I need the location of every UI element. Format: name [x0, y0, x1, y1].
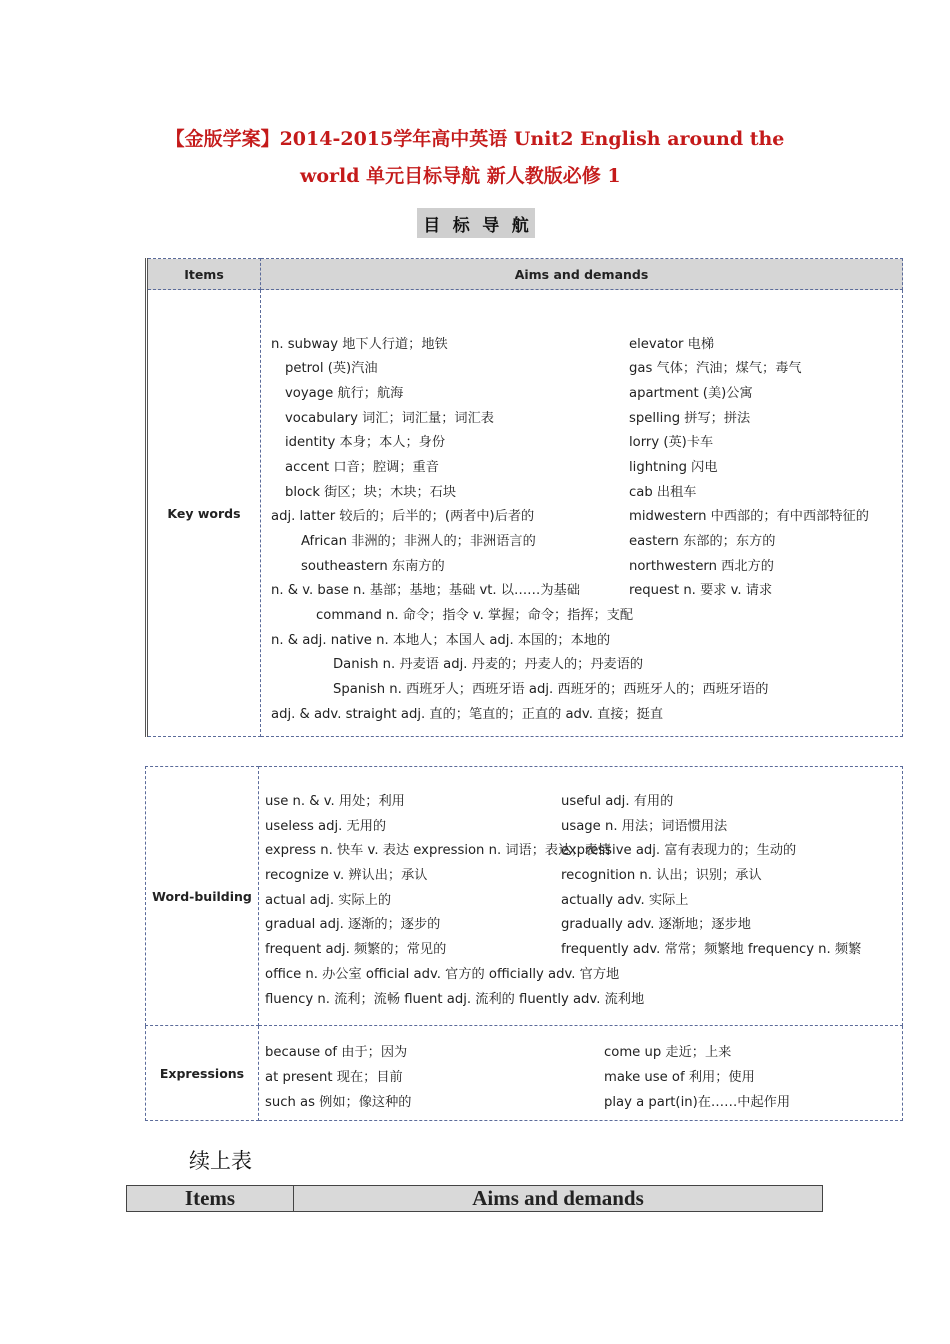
word-entry: gas 气体；汽油；煤气；毒气 [629, 361, 802, 377]
key-words-label: Key words [147, 290, 261, 737]
word-row [259, 886, 902, 911]
word-entry: adj. latter 较后的；后半的；(两者中)后者的 [271, 509, 535, 525]
word-entry: African 非洲的；非洲人的；非洲语言的 [301, 534, 536, 549]
expressions-label: Expressions [146, 1026, 259, 1121]
word-entry: such as 例如；像这种的 [265, 1094, 412, 1110]
word-row [261, 700, 902, 725]
document-title-line-2: world 单元目标导航 新人教版必修 1 [300, 165, 621, 187]
word-entry: at present 现在；目前 [265, 1069, 403, 1085]
heading-char: 航 [511, 215, 529, 236]
word-building-label: Word-building [146, 767, 259, 1026]
word-row [261, 354, 902, 379]
key-words-content [261, 290, 903, 737]
heading-char: 标 [452, 215, 470, 236]
section-heading-goal-navigation [417, 208, 535, 238]
word-entry: spelling 拼写；拼法 [629, 410, 751, 426]
word-entry: use n. & v. 用处；利用 [265, 794, 405, 809]
word-row [261, 675, 902, 700]
word-entry: actually adv. 实际上 [561, 892, 689, 908]
word-row [259, 836, 902, 861]
word-row [261, 404, 902, 429]
continued-header-items: Items [127, 1186, 294, 1212]
word-entry: n. & adj. native n. 本地人；本国人 adj. 本国的；本地的 [271, 632, 611, 648]
word-entry: expressive adj. 富有表现力的；生动的 [561, 843, 797, 859]
key-words-table [145, 258, 903, 737]
heading-char: 导 [482, 215, 500, 236]
word-entry: Spanish n. 西班牙人；西班牙语 adj. 西班牙的；西班牙人的；西班牙语的 [333, 682, 769, 698]
header-items: Items [147, 259, 261, 290]
expressions-content [259, 1026, 903, 1121]
continued-table [126, 1185, 823, 1212]
word-entry: frequently adv. 常常；频繁地 frequency n. 频繁 [561, 942, 862, 958]
word-row [261, 453, 902, 478]
word-entry: lightning 闪电 [629, 459, 718, 475]
word-entry: usage n. 用法；词语惯用法 [561, 818, 728, 834]
word-entry: gradually adv. 逐渐地；逐步地 [561, 917, 751, 933]
word-entry: useless adj. 无用的 [265, 818, 387, 834]
word-entry: request n. 要求 v. 请求 [629, 583, 773, 599]
word-entry: southeastern 东南方的 [301, 558, 445, 574]
word-entry: useful adj. 有用的 [561, 794, 674, 809]
expressions-row [146, 1026, 903, 1121]
word-entry: voyage 航行；航海 [285, 385, 404, 401]
word-entry: recognize v. 辨认出；承认 [265, 868, 428, 884]
continued-label: 续上表 [189, 1149, 252, 1173]
word-row [261, 601, 902, 626]
word-row [259, 1038, 902, 1063]
word-entry: lorry (英)卡车 [629, 435, 714, 451]
header-aims: Aims and demands [261, 259, 903, 290]
word-entry: command n. 命令；指令 v. 掌握；命令；指挥；支配 [316, 608, 634, 624]
word-entry: accent 口音；腔调；重音 [285, 459, 439, 475]
word-entry: elevator 电梯 [629, 336, 715, 352]
word-row [261, 576, 902, 601]
document-title-line-1: 【金版学案】2014-2015学年高中英语 Unit2 English around the [165, 128, 785, 150]
word-entry: petrol (英)汽油 [285, 361, 378, 377]
key-words-row [147, 290, 903, 737]
word-row [261, 552, 902, 577]
word-building-content [259, 767, 903, 1026]
word-row [261, 502, 902, 527]
word-row [259, 910, 902, 935]
word-entry: Danish n. 丹麦语 adj. 丹麦的；丹麦人的；丹麦语的 [333, 657, 644, 673]
word-entry: office n. 办公室 official adv. 官方的 officially adv. 官方地 [265, 966, 620, 982]
word-entry: eastern 东部的；东方的 [629, 534, 776, 549]
word-row [261, 478, 902, 503]
word-entry: frequent adj. 频繁的；常见的 [265, 942, 447, 958]
word-entry: cab 出租车 [629, 484, 697, 500]
word-entry: fluency n. 流利；流畅 fluent adj. 流利的 fluently adv. 流利地 [265, 991, 645, 1007]
word-entry: make use of 利用；使用 [604, 1069, 755, 1085]
continued-header-aims: Aims and demands [294, 1186, 823, 1212]
word-entry: recognition n. 认出；识别；承认 [561, 868, 762, 884]
word-entry: adj. & adv. straight adj. 直的；笔直的；正直的 adv. 直接；挺直 [271, 706, 664, 722]
word-row [259, 1088, 902, 1113]
word-building-table [145, 766, 903, 1121]
word-entry: n. subway 地下人行道；地铁 [271, 336, 448, 352]
word-entry: play a part(in)在……中起作用 [604, 1094, 791, 1110]
word-row [259, 787, 902, 812]
word-entry: n. & v. base n. 基部；基地；基础 vt. 以……为基础 [271, 583, 580, 599]
word-building-row [146, 767, 903, 1026]
word-row [261, 330, 902, 355]
word-entry: block 街区；块；木块；石块 [285, 484, 457, 500]
word-entry: gradual adj. 逐渐的；逐步的 [265, 917, 441, 933]
word-row [259, 960, 902, 985]
word-entry: because of 由于；因为 [265, 1045, 408, 1061]
heading-char: 目 [423, 215, 441, 236]
word-entry: come up 走近；上来 [604, 1045, 732, 1061]
word-entry: northwestern 西北方的 [629, 558, 774, 574]
word-row [259, 985, 902, 1010]
word-row [259, 812, 902, 837]
word-entry: actual adj. 实际上的 [265, 892, 392, 908]
word-entry: midwestern 中西部的；有中西部特征的 [629, 509, 869, 525]
word-entry: vocabulary 词汇；词汇量；词汇表 [285, 410, 494, 426]
word-row [259, 935, 902, 960]
word-row [261, 650, 902, 675]
word-entry: express n. 快车 v. 表达 expression n. 词语；表达；表情 [265, 843, 611, 859]
word-entry: identity 本身；本人；身份 [285, 435, 446, 451]
word-entry: apartment (美)公寓 [629, 385, 753, 401]
table-header-row [147, 259, 903, 290]
word-row [261, 527, 902, 552]
continued-header-row [127, 1186, 823, 1212]
word-row [259, 1063, 902, 1088]
word-row [261, 379, 902, 404]
word-row [261, 626, 902, 651]
word-row [261, 428, 902, 453]
word-row [259, 861, 902, 886]
